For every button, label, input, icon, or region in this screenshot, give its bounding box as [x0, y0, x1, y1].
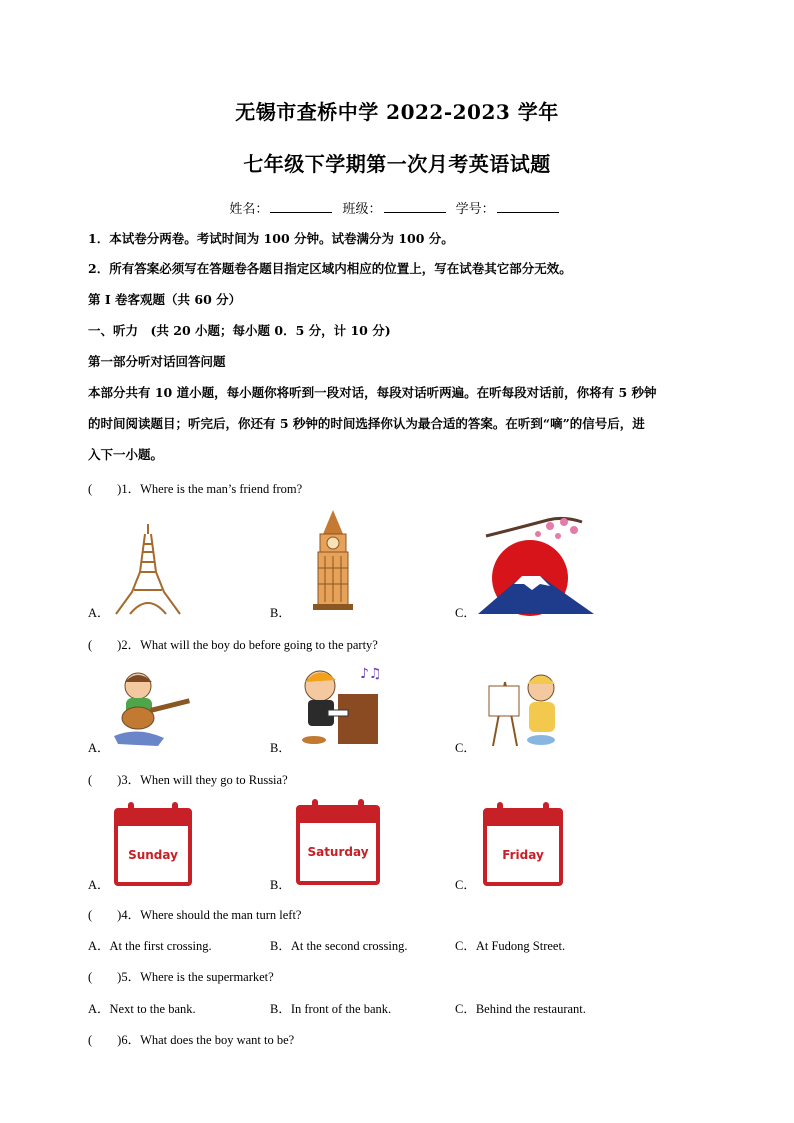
name-blank — [270, 200, 332, 213]
answer-bracket: ( ) — [88, 1033, 122, 1047]
boy-playing-piano-icon — [298, 664, 384, 750]
q5-option-b: B．In front of the bank. — [270, 1002, 392, 1016]
q5-option-c: C．Behind the restaurant. — [455, 1002, 586, 1016]
q2-option-c: C． — [455, 741, 476, 755]
number-blank — [497, 200, 559, 213]
q1-option-c: C． — [455, 606, 476, 620]
question-5 — [88, 967, 274, 985]
q2-option-a: A． — [88, 741, 110, 755]
name-label: 姓名： — [229, 202, 269, 217]
q1-option-b: B． — [270, 606, 291, 620]
exam-school-title: 无锡市查桥中学 2022-2023 学年 — [235, 100, 559, 124]
student-info-line — [0, 198, 794, 217]
instruction-2: 2．所有答案必须写在答题卷各题目指定区域内相应的位置上，写在试卷其它部分无效。 — [88, 261, 572, 276]
q3-option-a: A． — [88, 878, 110, 892]
calendar-sunday-icon — [114, 802, 192, 886]
question-text: 4．Where should the man turn left? — [121, 908, 302, 922]
svg-text:♪♫: ♪♫ — [360, 666, 382, 682]
mount-fuji-icon — [478, 516, 594, 616]
answer-bracket: ( ) — [88, 773, 122, 787]
q3-option-b: B． — [270, 878, 291, 892]
calendar-day-label: Saturday — [307, 845, 369, 859]
class-label: 班级： — [342, 202, 382, 217]
question-3 — [88, 770, 288, 788]
calendar-day-label: Sunday — [128, 848, 178, 862]
exam-title: 七年级下学期第一次月考英语试题 — [243, 152, 551, 176]
q2-option-b: B． — [270, 741, 291, 755]
question-text: 1．Where is the man’s friend from? — [121, 482, 303, 496]
eiffel-tower-icon — [110, 522, 186, 618]
boy-painting-icon — [483, 666, 567, 750]
q4-option-b: B．At the second crossing. — [270, 939, 408, 953]
answer-bracket: ( ) — [88, 482, 122, 496]
part1-heading: 第一部分听对话回答问题 — [88, 354, 226, 369]
q1-option-a: A． — [88, 606, 110, 620]
description-line-2: 的时间阅读题目；听完后，你还有 5 秒钟的时间选择你认为最合适的答案。在听到“嘀”的信号后，进 — [88, 416, 645, 431]
number-label: 学号： — [455, 202, 495, 217]
answer-bracket: ( ) — [88, 970, 122, 984]
q4-option-c: C．At Fudong Street. — [455, 939, 566, 953]
q4-option-a: A．At the first crossing. — [88, 939, 212, 953]
question-2 — [88, 635, 378, 653]
description-line-3: 入下一小题。 — [88, 447, 164, 462]
question-text: 2．What will the boy do before going to the party? — [121, 638, 378, 652]
q3-option-c: C． — [455, 878, 476, 892]
question-6 — [88, 1030, 294, 1048]
answer-bracket: ( ) — [88, 638, 122, 652]
question-4 — [88, 905, 301, 923]
question-1 — [88, 479, 302, 497]
section-title: 第 I 卷客观题（共 60 分） — [88, 292, 242, 307]
question-text: 5．Where is the supermarket? — [121, 970, 274, 984]
description-line-1: 本部分共有 10 道小题，每小题你将听到一段对话，每段对话听两遍。在听每段对话前，你将有 5 秒钟 — [88, 385, 657, 400]
question-text: 6．What does the boy want to be? — [121, 1033, 295, 1047]
calendar-friday-icon — [483, 802, 563, 886]
boy-playing-guitar-icon — [108, 666, 196, 750]
big-ben-icon — [303, 508, 363, 612]
q5-option-a: A．Next to the bank. — [88, 1002, 196, 1016]
answer-bracket: ( ) — [88, 908, 122, 922]
instruction-1: 1．本试卷分两卷。考试时间为 100 分钟。试卷满分为 100 分。 — [88, 231, 454, 246]
question-text: 3．When will they go to Russia? — [121, 773, 288, 787]
class-blank — [384, 200, 446, 213]
calendar-saturday-icon — [296, 799, 380, 885]
calendar-day-label: Friday — [502, 848, 544, 862]
listening-heading: 一、听力 (共 20 小题；每小题 0．5 分，计 10 分) — [88, 323, 391, 338]
